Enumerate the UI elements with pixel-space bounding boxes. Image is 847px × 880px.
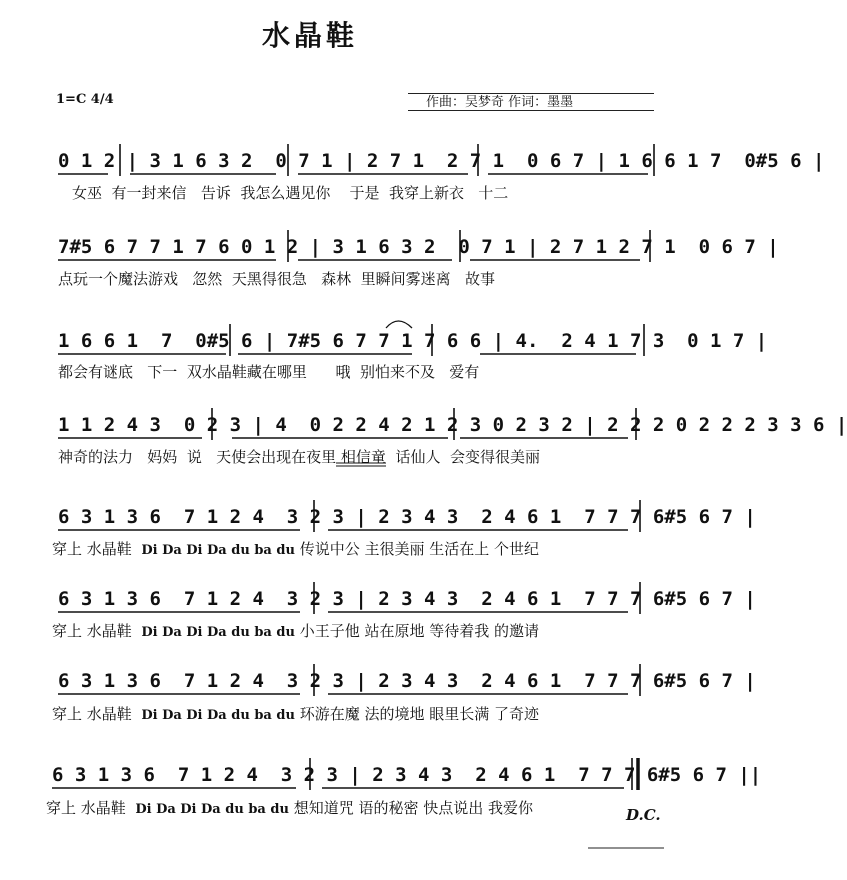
lyrics-row-1: 女巫 有一封来信 告诉 我怎么遇见你 于是 我穿上新衣 十二 [72, 184, 509, 202]
lyrics-cn: 穿上 水晶鞋 [46, 799, 126, 817]
credits: 作曲：吴梦奇 作词：墨墨 [408, 93, 654, 111]
notation-row-5: 6 3 1 3 6 7 1 2 4 3 2 3 | 2 3 4 3 2 4 6 1 7 7 7 6#5 6 7 | [58, 506, 756, 528]
lyrics-tail: 小王子他 站在原地 等待着我 的邀请 [299, 622, 539, 640]
notation-row-8: 6 3 1 3 6 7 1 2 4 3 2 3 | 2 3 4 3 2 4 6 1 7 7 7 6#5 6 7 || [52, 764, 762, 786]
lyrics-tail: 想知道咒 语的秘密 快点说出 我爱你 [293, 799, 533, 817]
lyrics-scat: Di Da Di Da du ba du [141, 708, 295, 723]
lyrics-scat: Di Da Di Da du ba du [141, 625, 295, 640]
song-title: 水晶鞋 [262, 19, 359, 52]
lyrics-row-4: 神奇的法力 妈妈 说 天使会出现在夜里 相信童 话仙人 会变得很美丽 [58, 448, 540, 466]
lyrics-tail: 环游在魔 法的境地 眼里长满 了奇迹 [299, 705, 539, 723]
lyric-underlines [336, 463, 386, 466]
key-signature: 1=C 4/4 [56, 92, 114, 107]
notation-row-6: 6 3 1 3 6 7 1 2 4 3 2 3 | 2 3 4 3 2 4 6 1 7 7 7 6#5 6 7 | [58, 588, 756, 610]
lyrics-tail: 传说中公 主很美丽 生活在上 个世纪 [299, 540, 539, 558]
lyrics-cn: 穿上 水晶鞋 [52, 622, 132, 640]
lyrics-row-3: 都会有谜底 下一 双水晶鞋藏在哪里 哦 别怕来不及 爱有 [58, 363, 480, 381]
lyrics-cn: 穿上 水晶鞋 [52, 705, 132, 723]
notation-row-4: 1 1 2 4 3 0 2 3 | 4 0 2 2 4 2 1 2 3 0 2 3 2 | 2 2 2 0 2 2 2 3 3 6 | [58, 414, 847, 436]
bar-lines [120, 144, 654, 790]
lyrics-cn: 穿上 水晶鞋 [52, 540, 132, 558]
tie-arc [386, 321, 412, 328]
da-capo-mark: D.C. [626, 806, 661, 824]
notation-row-7: 6 3 1 3 6 7 1 2 4 3 2 3 | 2 3 4 3 2 4 6 1 7 7 7 6#5 6 7 | [58, 670, 756, 692]
lyrics-scat: Di Da Di Da du ba du [141, 543, 295, 558]
lyrics-row-2: 点玩一个魔法游戏 忽然 天黑得很急 森林 里瞬间雾迷离 故事 [58, 270, 495, 288]
notation-row-3: 1 6 6 1 7 0#5 6 | 7#5 6 7 7 1 7 6 6 | 4. 2 4 1 7 3 0 1 7 | [58, 330, 768, 352]
lyrics-scat: Di Da Di Da du ba du [135, 802, 289, 817]
notation-row-2: 7#5 6 7 7 1 7 6 0 1 2 | 3 1 6 3 2 0 7 1 | 2 7 1 2 7 1 0 6 7 | [58, 236, 779, 258]
beam-lines [52, 174, 648, 788]
notation-row-1: 0 1 2 | 3 1 6 3 2 0 7 1 | 2 7 1 2 7 1 0 6 7 | 1 6 6 1 7 0#5 6 | [58, 150, 825, 172]
